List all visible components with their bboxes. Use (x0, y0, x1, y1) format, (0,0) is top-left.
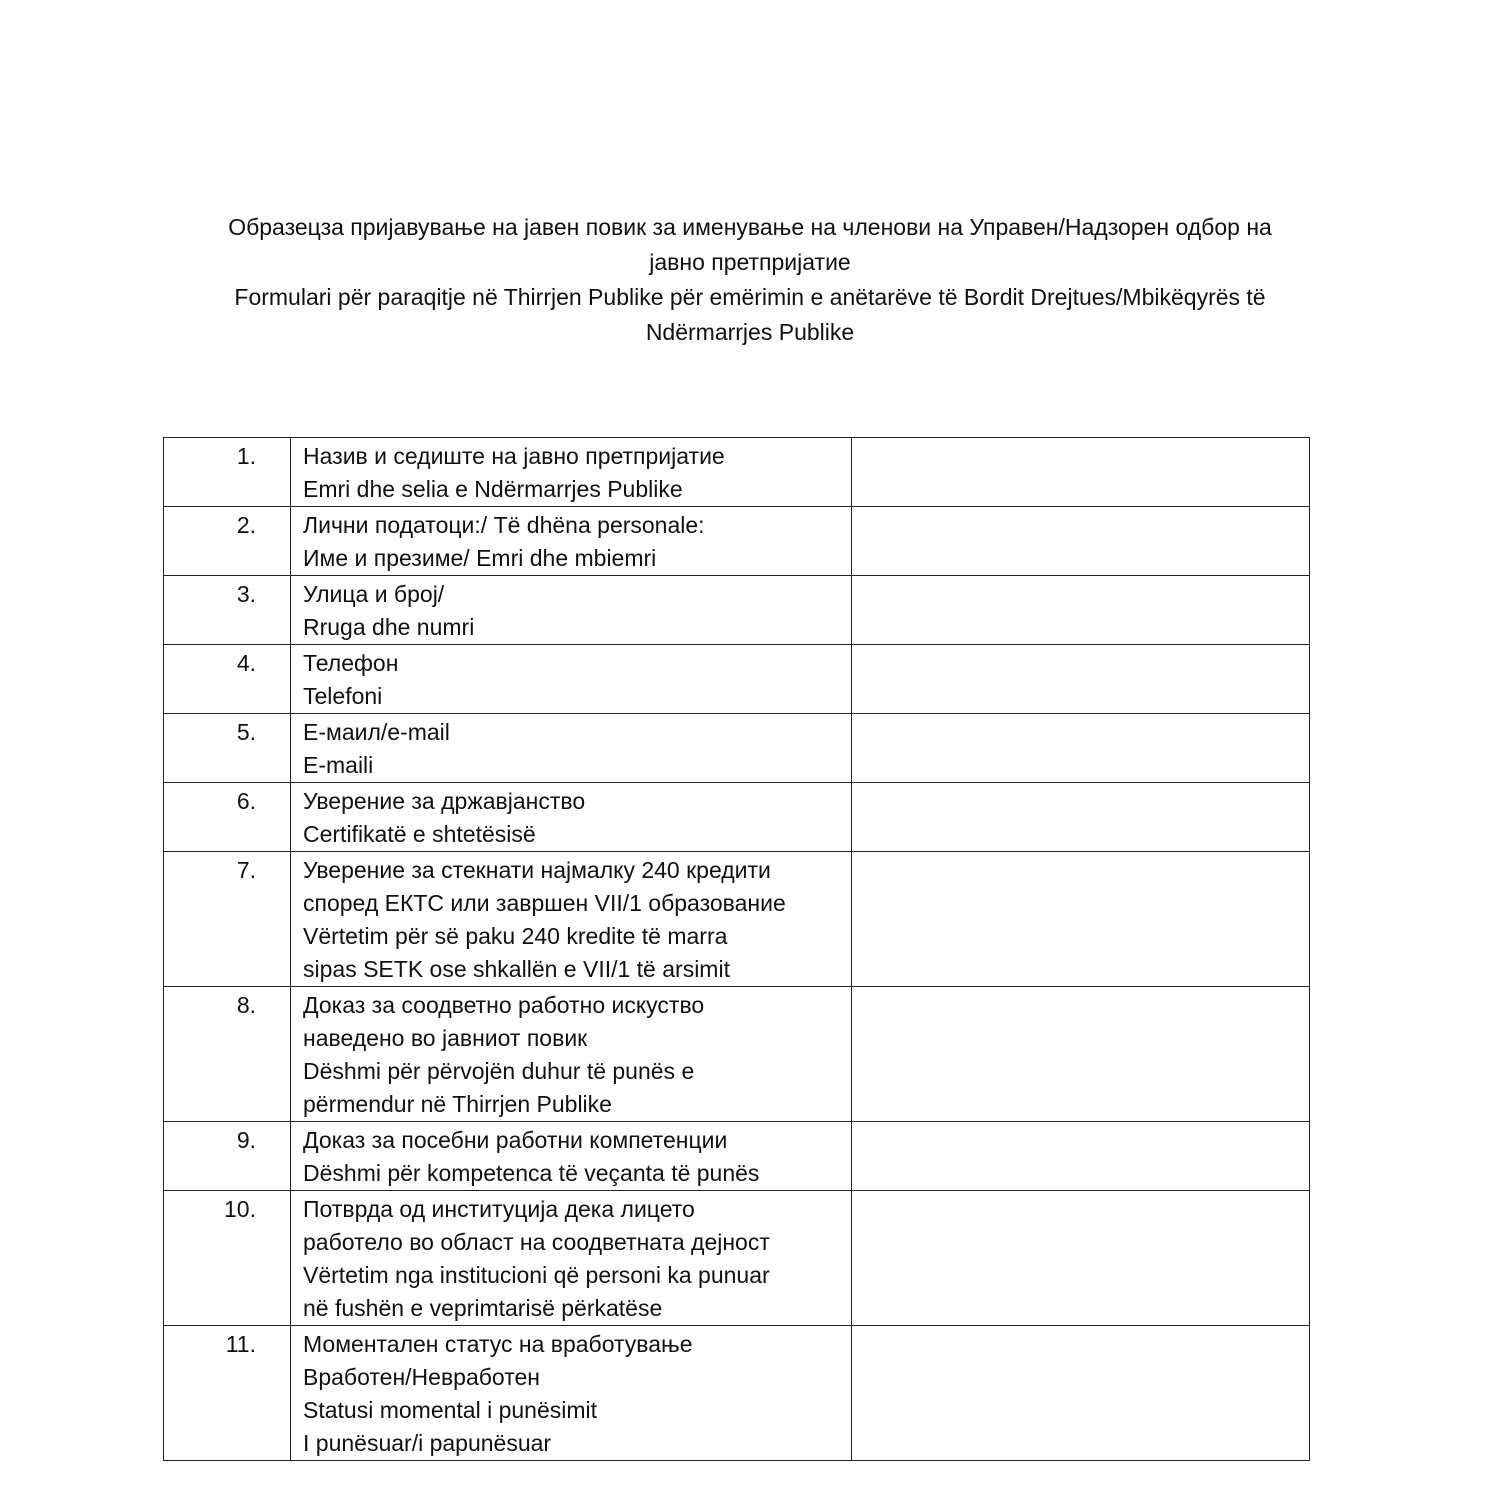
row-number-text: 9. (236, 1127, 256, 1153)
form-row (164, 507, 1310, 576)
field-label-line: Назив и седиште на јавно претпријатие (303, 443, 725, 469)
title-line: јавно претпријатие (649, 249, 851, 275)
field-label-line: Име и презиме/ Emri dhe mbiemri (303, 545, 657, 571)
row-number (164, 783, 291, 852)
field-value-cell[interactable] (852, 576, 1310, 645)
field-label-line: Доказ за посебни работни компетенции (303, 1127, 728, 1153)
field-label-line: përmendur në Thirrjen Publike (303, 1091, 612, 1117)
row-number (164, 1122, 291, 1191)
field-label-line: според ЕКТС или завршен VII/1 образование (303, 890, 786, 916)
form-row (164, 1122, 1310, 1191)
row-number (164, 1191, 291, 1326)
row-number-text: 11. (225, 1331, 256, 1357)
form-row (164, 1326, 1310, 1461)
row-number (164, 576, 291, 645)
field-label-line: Telefoni (303, 683, 383, 709)
field-label-line: работело во област на соодветната дејност (303, 1229, 770, 1255)
field-label (291, 987, 852, 1122)
form-row (164, 783, 1310, 852)
row-number (164, 645, 291, 714)
form-row (164, 987, 1310, 1122)
form-row (164, 852, 1310, 987)
field-label-line: Certifikatë e shtetësisë (303, 821, 536, 847)
field-label-line: Dëshmi për përvojën duhur të punës e (303, 1058, 695, 1084)
field-value-cell[interactable] (852, 645, 1310, 714)
field-value-cell[interactable] (852, 1326, 1310, 1461)
form-row (164, 576, 1310, 645)
field-label (291, 645, 852, 714)
field-label-line: sipas SETK ose shkallën e VII/1 të arsimit (303, 956, 730, 982)
field-label-line: Emri dhe selia e Ndërmarrjes Publike (303, 476, 683, 502)
row-number-text: 3. (236, 581, 256, 607)
field-label-line: Вработен/Невработен (303, 1364, 540, 1390)
title-line: Образецза пријавување на јавен повик за именување на членови на Управен/Надзорен одбор на (228, 214, 1272, 240)
row-number (164, 1326, 291, 1461)
field-label (291, 507, 852, 576)
field-label-line: E-maili (303, 752, 374, 778)
field-label (291, 438, 852, 507)
field-label-line: Лични податоци:/ Të dhëna personale: (303, 512, 705, 538)
form-row (164, 714, 1310, 783)
field-label-line: Телефон (303, 650, 399, 676)
field-label-line: Vërtetim për së paku 240 kredite të marra (303, 923, 728, 949)
field-label (291, 576, 852, 645)
field-label-line: Уверение за стекнати најмалку 240 кредити (303, 857, 771, 883)
field-value-cell[interactable] (852, 852, 1310, 987)
row-number-text: 10. (224, 1196, 256, 1222)
form-row (164, 438, 1310, 507)
row-number-text: 1. (236, 443, 256, 469)
field-label (291, 783, 852, 852)
field-label-line: Моментален статус на вработување (303, 1331, 693, 1357)
field-value-cell[interactable] (852, 714, 1310, 783)
row-number (164, 507, 291, 576)
form-title (150, 210, 1350, 350)
field-value-cell[interactable] (852, 783, 1310, 852)
row-number-text: 2. (236, 512, 256, 538)
field-value-cell[interactable] (852, 438, 1310, 507)
row-number (164, 438, 291, 507)
field-label (291, 714, 852, 783)
field-label-line: Улица и број/ (303, 581, 445, 607)
field-label-line: Уверение за државјанство (303, 788, 586, 814)
title-line: Ndërmarrjes Publike (645, 319, 855, 345)
row-number-text: 7. (236, 857, 256, 883)
row-number (164, 714, 291, 783)
row-number-text: 6. (236, 788, 256, 814)
row-number-text: 8. (236, 992, 256, 1018)
row-number (164, 987, 291, 1122)
row-number (164, 852, 291, 987)
field-label-line: Rruga dhe numri (303, 614, 475, 640)
row-number-text: 5. (236, 719, 256, 745)
application-form-table (163, 437, 1310, 1461)
form-row (164, 1191, 1310, 1326)
field-label (291, 1326, 852, 1461)
title-line: Formulari për paraqitje në Thirrjen Publike për emërimin e anëtarëve të Bordit Drejtues/Mbikëqyrës të (234, 284, 1266, 310)
field-label-line: I punësuar/i papunësuar (303, 1430, 552, 1456)
row-number-text: 4. (236, 650, 256, 676)
field-label (291, 1191, 852, 1326)
field-label-line: Statusi momental i punësimit (303, 1397, 598, 1423)
field-label-line: наведено во јавниот повик (303, 1025, 588, 1051)
field-value-cell[interactable] (852, 1191, 1310, 1326)
field-label-line: në fushën e veprimtarisë përkatëse (303, 1295, 663, 1321)
field-label-line: Потврда од институција дека лицето (303, 1196, 695, 1222)
field-value-cell[interactable] (852, 507, 1310, 576)
field-value-cell[interactable] (852, 1122, 1310, 1191)
field-label-line: Vërtetim nga institucioni që personi ka punuar (303, 1262, 770, 1288)
field-label-line: Е-маил/e-mail (303, 719, 450, 745)
field-label (291, 1122, 852, 1191)
field-label-line: Dëshmi për kompetenca të veçanta të punës (303, 1160, 760, 1186)
field-label (291, 852, 852, 987)
form-row (164, 645, 1310, 714)
field-value-cell[interactable] (852, 987, 1310, 1122)
field-label-line: Доказ за соодветно работно искуство (303, 992, 705, 1018)
